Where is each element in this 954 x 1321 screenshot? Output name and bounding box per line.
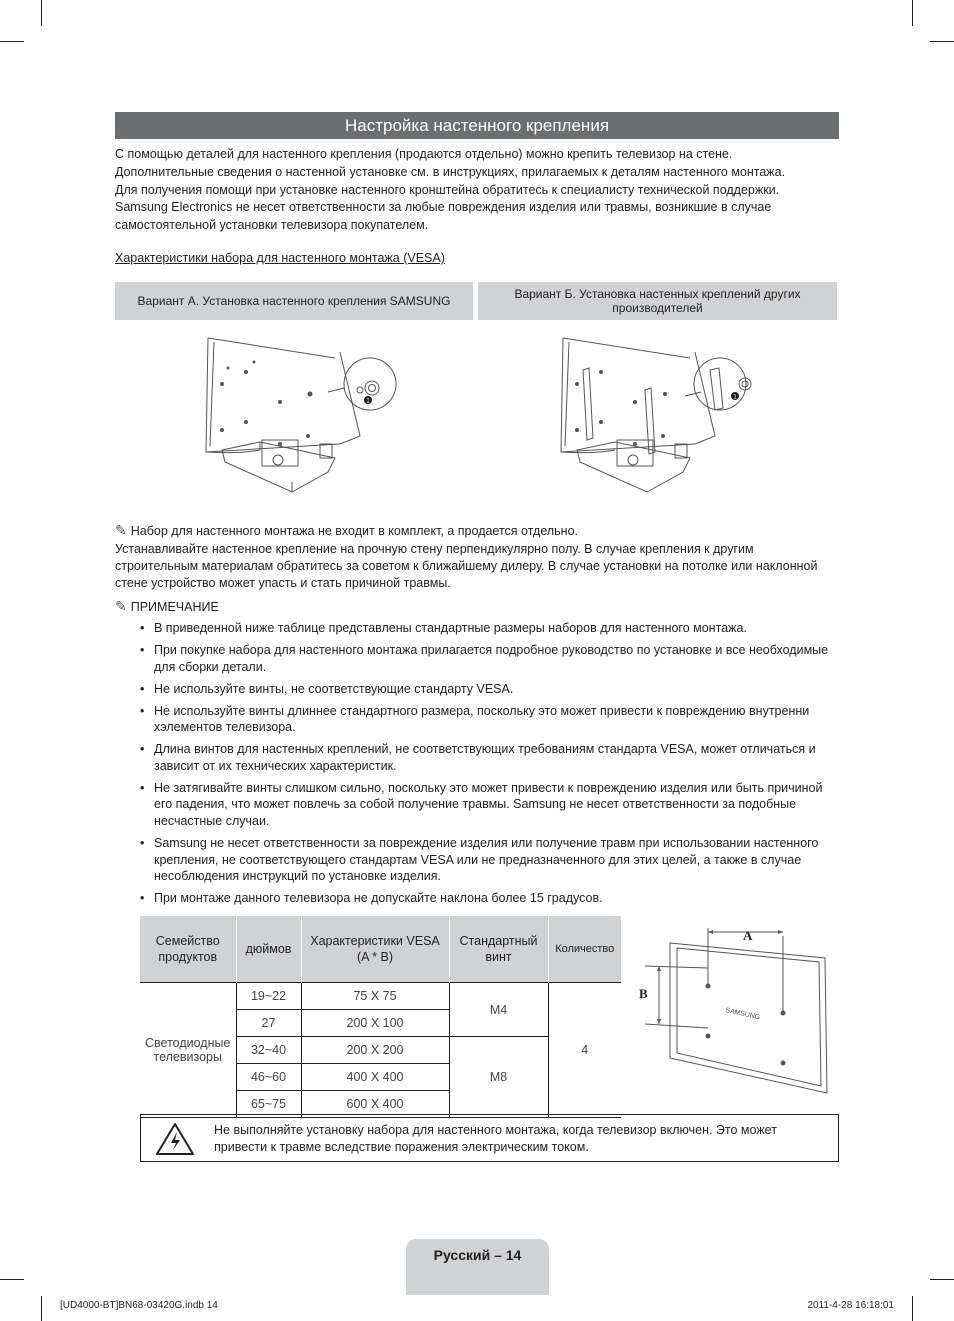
crop-mark <box>912 0 913 26</box>
note-list <box>140 620 840 912</box>
product-family-cell: Светодиодные телевизоры <box>140 983 236 1118</box>
list-item: • В приведенной ниже таблице представлены стандартные размеры наборов для настенного монтажа. <box>140 620 840 637</box>
list-item: • Samsung не несет ответственности за повреждение изделия или получение травм при использовании настенного крепления, не соответствующего стандартам VESA или не предназначенного для этих целей, а также в случае несоблюдения инструкций по установке изделия. <box>140 835 840 885</box>
intro-line: Дополнительные сведения о настенной установке см. в инструкциях, прилагаемых к деталям настенного монтажа. <box>115 164 786 179</box>
table-header-row <box>140 916 621 983</box>
crop-mark <box>930 1279 954 1280</box>
screw-cell: M8 <box>449 1037 548 1118</box>
quantity-cell: 4 <box>548 983 621 1118</box>
vesa-dimension-diagram <box>625 918 837 1106</box>
crop-mark <box>930 41 954 42</box>
pencil-note-icon: ✎ <box>115 598 127 614</box>
tv-rear-figure-b <box>555 332 765 500</box>
inches-cell: 19~22 <box>236 983 301 1010</box>
list-item: • При монтаже данного телевизора не допускайте наклона более 15 градусов. <box>140 890 840 907</box>
figure-marker: 1 <box>366 398 370 405</box>
table-header: дюймов <box>236 916 301 983</box>
table-header: Характеристики VESA (A * B) <box>301 916 449 983</box>
note-heading-text: ПРИМЕЧАНИЕ <box>130 600 219 614</box>
vesa-cell: 75 X 75 <box>301 983 449 1010</box>
intro-line: С помощью деталей для настенного крепления (продаются отдельно) можно крепить телевизор на стене. <box>115 147 733 161</box>
intro-line: Для получения помощи при установке настенного кронштейна обратитесь к специалисту технической поддержки. <box>115 182 780 197</box>
list-item: • Не используйте винты длиннее стандартного размера, поскольку это может привести к повреждению внутренни хэлементов телевизора. <box>140 703 840 736</box>
inches-cell: 65~75 <box>236 1091 301 1118</box>
figure-marker: 1 <box>733 394 737 401</box>
vesa-cell: 200 X 100 <box>301 1010 449 1037</box>
list-item: • Не затягивайте винты слишком сильно, поскольку это может привести к повреждению изделия или быть причиной его падения, что может повлечь за собой получение травмы. Samsung не несет ответственности за подобные несчастные случаи. <box>140 780 840 830</box>
vesa-cell: 200 X 200 <box>301 1037 449 1064</box>
label-a: A <box>743 928 753 943</box>
footer-file-name: [UD4000-BT]BN68-03420G.indb 14 <box>60 1300 218 1311</box>
vesa-spec-table <box>140 916 621 1118</box>
crop-mark <box>0 41 24 42</box>
table-header: Количество <box>548 916 621 983</box>
intro-text <box>115 146 839 235</box>
warning-box <box>140 1114 839 1162</box>
page-number-tab: Русский – 14 <box>406 1239 549 1295</box>
crop-mark <box>41 0 42 26</box>
vesa-cell: 600 X 400 <box>301 1091 449 1118</box>
vesa-cell: 400 X 400 <box>301 1064 449 1091</box>
crop-mark <box>912 1296 913 1321</box>
note-kit-not-included <box>115 522 578 539</box>
intro-line: Samsung Electronics не несет ответственности за любые повреждения изделия или травмы, возникшие в случае самостоятельной установки телевизора покупателем. <box>115 200 772 233</box>
option-b-header: Вариант Б. Установка настенных креплений других производителей <box>478 282 837 320</box>
inches-cell: 46~60 <box>236 1064 301 1091</box>
table-header: Семейство продуктов <box>140 916 236 983</box>
samsung-logo: SAMSUNG <box>724 1007 761 1022</box>
inches-cell: 32~40 <box>236 1037 301 1064</box>
option-a-header: Вариант А. Установка настенного крепления SAMSUNG <box>115 282 473 320</box>
vesa-heading: Характеристики набора для настенного монтажа (VESA) <box>115 251 445 265</box>
tv-rear-figure-a <box>200 332 405 500</box>
inches-cell: 27 <box>236 1010 301 1037</box>
footer-timestamp: 2011-4-28 16:18:01 <box>807 1300 894 1311</box>
warning-text: Не выполняйте установку набора для настенного монтажа, когда телевизор включен. Это может привести к травме вследствие поражения электрическим током. <box>214 1123 777 1154</box>
list-item: • Длина винтов для настенных креплений, не соответствующих требованиям стандарта VESA, может отличаться и зависит от их технических характеристик. <box>140 741 840 774</box>
label-b: B <box>639 986 648 1001</box>
crop-mark <box>0 1279 24 1280</box>
install-paragraph: Устанавливайте настенное крепление на прочную стену перпендикулярно полу. В случае крепления к другим строительным материалам обратитесь за советом к ближайшему дилеру. В случае установки на потолке или наклонной стене устройство может упасть и стать причиной травмы. <box>115 542 818 590</box>
list-item: • При покупке набора для настенного монтажа прилагается подробное руководство по установке и все необходимые для сборки детали. <box>140 642 840 675</box>
note-heading <box>115 598 219 615</box>
list-item: • Не используйте винты, не соответствующие стандарту VESA. <box>140 681 840 698</box>
crop-mark <box>41 1296 42 1321</box>
section-title: Настройка настенного крепления <box>115 112 839 139</box>
table-row <box>140 983 621 1010</box>
note-text: Набор для настенного монтажа не входит в комплект, а продается отдельно. <box>130 524 578 538</box>
screw-cell: M4 <box>449 983 548 1037</box>
table-header: Стандартный винт <box>449 916 548 983</box>
electric-shock-warning-icon <box>155 1122 195 1156</box>
pencil-note-icon: ✎ <box>115 522 127 538</box>
